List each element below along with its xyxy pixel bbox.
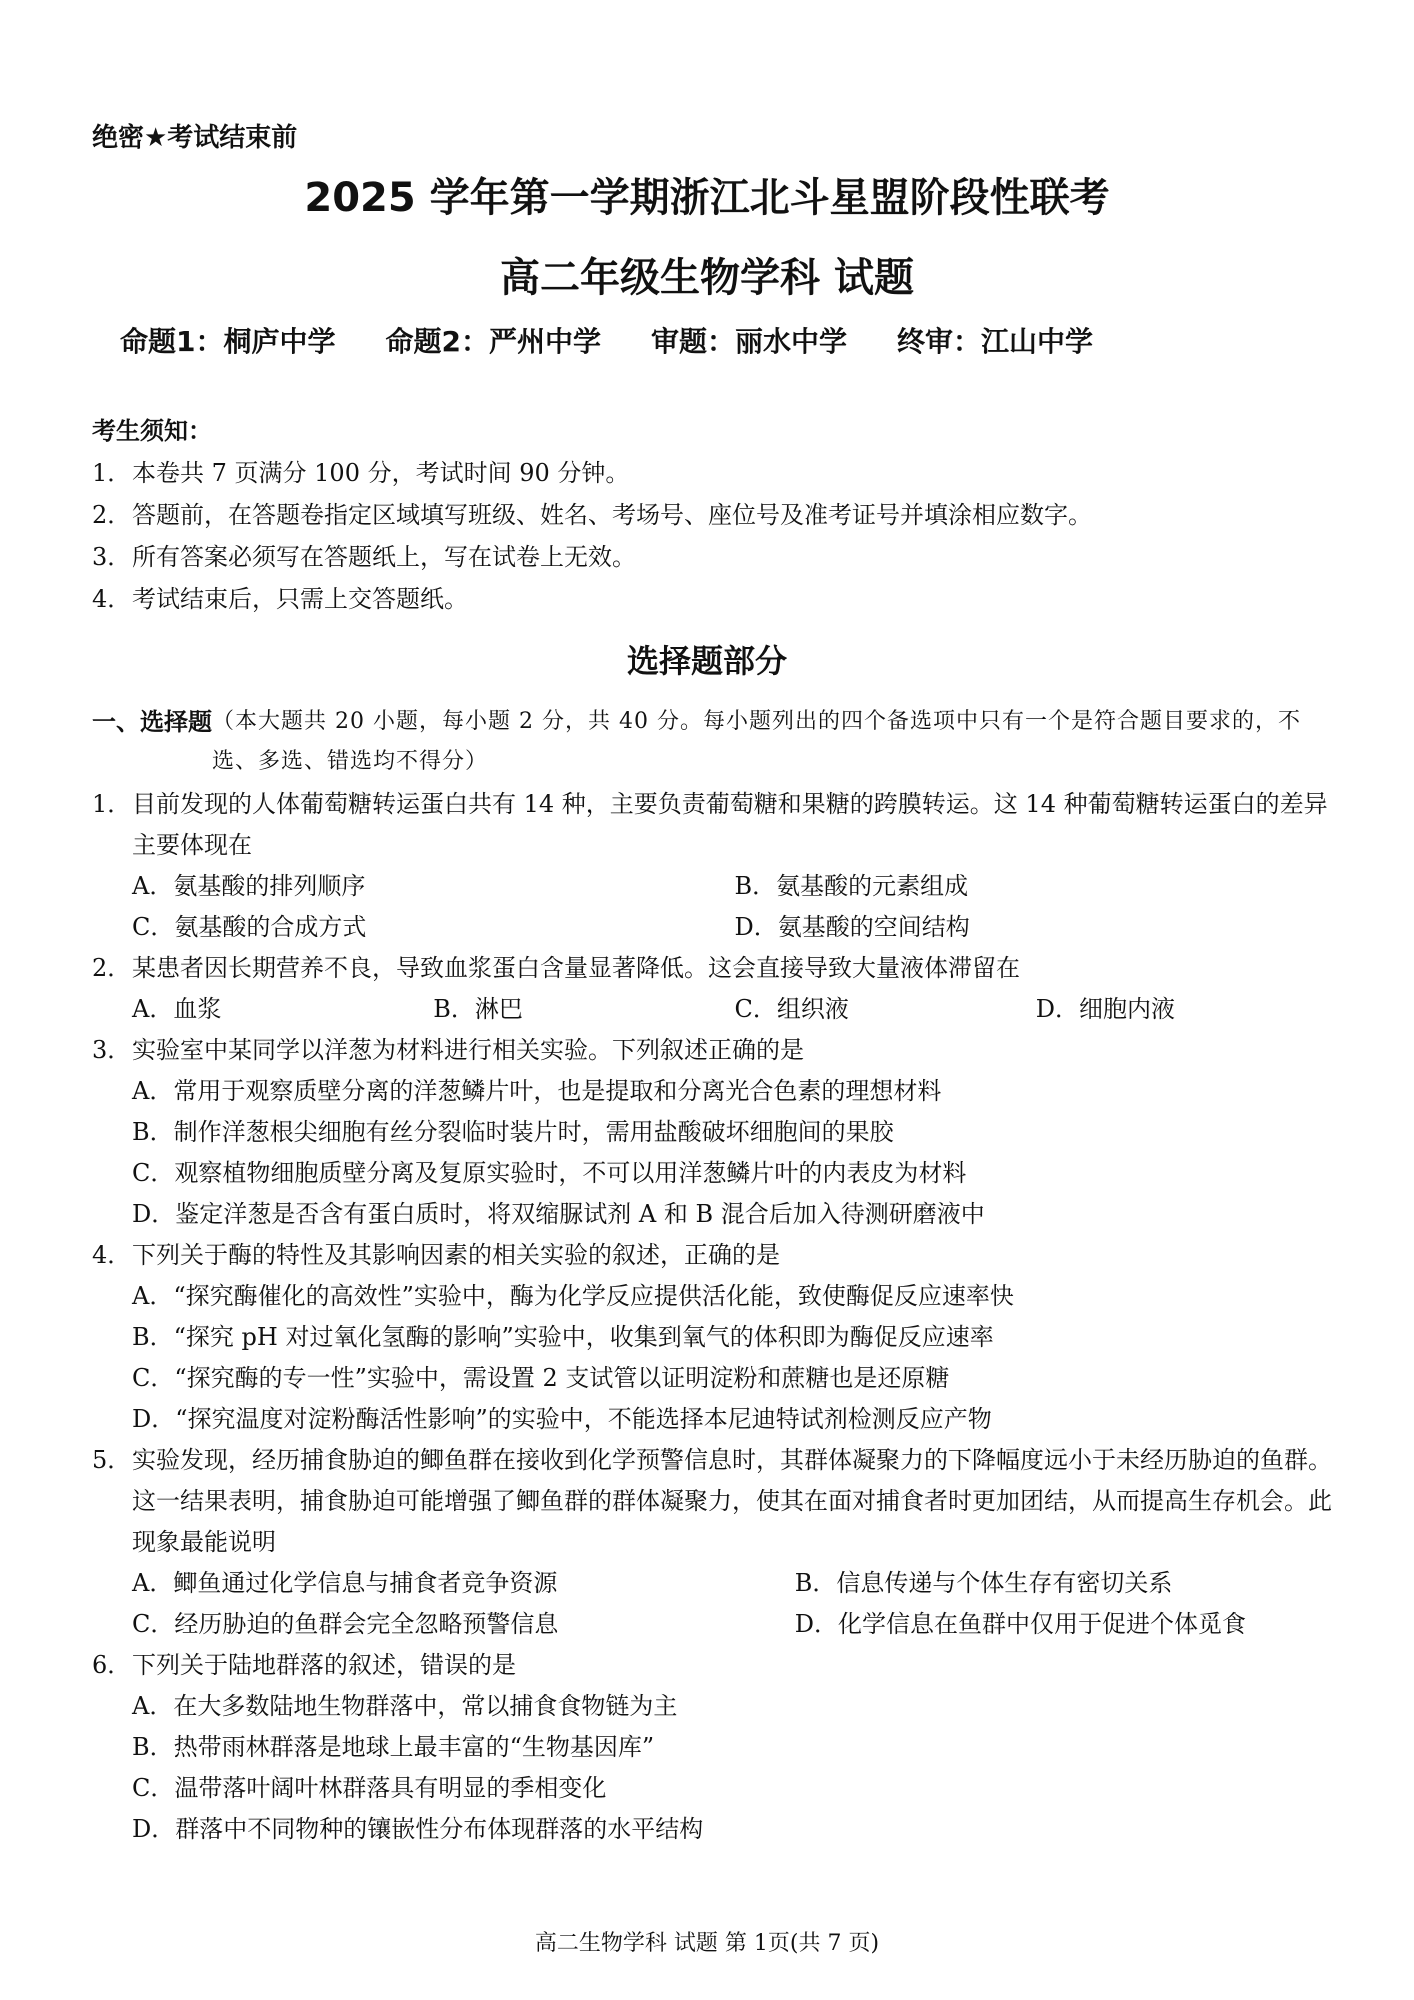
question-2	[92, 948, 1337, 989]
question-stem: 实验室中某同学以洋葱为材料进行相关实验。下列叙述正确的是	[132, 1036, 804, 1064]
question-number: 5．	[92, 1446, 132, 1474]
exam-subtitle: 高二年级生物学科 试题	[500, 255, 914, 301]
option-row	[132, 1112, 1337, 1153]
notice-number: 1．	[92, 459, 132, 487]
question-6	[92, 1645, 1337, 1686]
question-1-options	[92, 866, 1337, 948]
question-list	[92, 784, 1337, 1850]
option-row	[132, 1727, 1337, 1768]
option-c: C．经历胁迫的鱼群会完全忽略预警信息	[132, 1610, 559, 1638]
question-number: 3．	[92, 1036, 132, 1064]
option-a: A．氨基酸的排列顺序	[132, 872, 366, 900]
option-row	[132, 1399, 1337, 1440]
question-number: 4．	[92, 1241, 132, 1269]
question-stem: 某患者因长期营养不良，导致血浆蛋白含量显著降低。这会直接导致大量液体滞留在	[132, 954, 1020, 982]
notice-item	[92, 452, 1342, 494]
notice-item	[92, 536, 1342, 578]
question-2-options	[92, 989, 1337, 1030]
option-d: D．细胞内液	[1035, 995, 1175, 1023]
option-c: C．观察植物细胞质壁分离及复原实验时，不可以用洋葱鳞片叶的内表皮为材料	[132, 1159, 967, 1187]
question-stem: 下列关于酶的特性及其影响因素的相关实验的叙述，正确的是	[132, 1241, 780, 1269]
option-d: D．氨基酸的空间结构	[734, 913, 970, 941]
option-b: B．信息传递与个体生存有密切关系	[794, 1569, 1173, 1597]
option-a: A．“探究酶催化的高效性”实验中，酶为化学反应提供活化能，致使酶促反应速率快	[132, 1282, 1014, 1310]
confidential-label: 绝密★考试结束前	[92, 123, 298, 153]
question-number: 2．	[92, 954, 132, 982]
question-3	[92, 1030, 1337, 1071]
option-a: A．常用于观察质壁分离的洋葱鳞片叶，也是提取和分离光合色素的理想材料	[132, 1077, 942, 1105]
part-description: （本大题共 20 小题，每小题 2 分，共 40 分。每小题列出的四个备选项中只有一个是符合题目要求的，不选、多选、错选均不得分）	[212, 709, 1301, 774]
option-row	[132, 1686, 1337, 1727]
option-c: C．“探究酶的专一性”实验中，需设置 2 支试管以证明淀粉和蔗糖也是还原糖	[132, 1364, 950, 1392]
option-row	[132, 1276, 1337, 1317]
exam-title: 2025 学年第一学期浙江北斗星盟阶段性联考	[304, 175, 1110, 221]
authors-line	[120, 322, 1093, 362]
part-heading-row	[92, 702, 1337, 782]
option-row	[132, 989, 1337, 1030]
notice-item	[92, 578, 1342, 620]
option-a: A．血浆	[132, 995, 222, 1023]
option-a: A．在大多数陆地生物群落中，常以捕食食物链为主	[132, 1692, 678, 1720]
option-b: B．热带雨林群落是地球上最丰富的“生物基因库”	[132, 1733, 655, 1761]
question-4	[92, 1235, 1337, 1276]
question-5	[92, 1440, 1337, 1563]
question-6-options	[92, 1686, 1337, 1850]
option-b: B．氨基酸的元素组成	[734, 872, 969, 900]
author-1: 命题1：桐庐中学	[120, 325, 336, 358]
section-title: 选择题部分	[626, 642, 787, 680]
notice-number: 4．	[92, 585, 132, 613]
option-a: A．鲫鱼通过化学信息与捕食者竞争资源	[132, 1569, 558, 1597]
option-row	[132, 1809, 1337, 1850]
option-c: C．组织液	[734, 995, 849, 1023]
option-row	[132, 1563, 1337, 1604]
option-row	[132, 1358, 1337, 1399]
notice-heading: 考生须知：	[92, 417, 212, 445]
part-heading	[92, 702, 1337, 782]
option-row	[132, 866, 1337, 907]
reviewer: 审题：丽水中学	[650, 325, 847, 358]
option-row	[132, 1194, 1337, 1235]
option-b: B．淋巴	[433, 995, 523, 1023]
option-row	[132, 1768, 1337, 1809]
option-d: D．“探究温度对淀粉酶活性影响”的实验中，不能选择本尼迪特试剂检测反应产物	[132, 1405, 992, 1433]
question-1	[92, 784, 1337, 866]
question-stem: 实验发现，经历捕食胁迫的鲫鱼群在接收到化学预警信息时，其群体凝聚力的下降幅度远小于未经历胁迫的鱼群。这一结果表明，捕食胁迫可能增强了鲫鱼群的群体凝聚力，使其在面对捕食者时更加团结，从而提高生存机会。此现象最能说明	[132, 1446, 1332, 1556]
question-number: 6．	[92, 1651, 132, 1679]
question-3-options	[92, 1071, 1337, 1235]
notice-number: 3．	[92, 543, 132, 571]
option-b: B．“探究 pH 对过氧化氢酶的影响”实验中，收集到氧气的体积即为酶促反应速率	[132, 1323, 994, 1351]
notice-number: 2．	[92, 501, 132, 529]
option-row	[132, 1604, 1337, 1645]
option-c: C．温带落叶阔叶林群落具有明显的季相变化	[132, 1774, 607, 1802]
candidate-notice	[92, 410, 1342, 620]
notice-item	[92, 494, 1342, 536]
notice-text: 答题前，在答题卷指定区域填写班级、姓名、考场号、座位号及准考证号并填涂相应数字。	[132, 501, 1092, 529]
option-d: D．化学信息在鱼群中仅用于促进个体觅食	[794, 1610, 1246, 1638]
final-reviewer: 终审：江山中学	[896, 325, 1093, 358]
option-row	[132, 1317, 1337, 1358]
author-2: 命题2：严州中学	[385, 325, 601, 358]
notice-text: 考试结束后，只需上交答题纸。	[132, 585, 468, 613]
option-row	[132, 1153, 1337, 1194]
question-number: 1．	[92, 790, 132, 818]
option-b: B．制作洋葱根尖细胞有丝分裂临时装片时，需用盐酸破坏细胞间的果胶	[132, 1118, 894, 1146]
option-d: D．鉴定洋葱是否含有蛋白质时，将双缩脲试剂 A 和 B 混合后加入待测研磨液中	[132, 1200, 985, 1228]
option-row	[132, 907, 1337, 948]
question-4-options	[92, 1276, 1337, 1440]
notice-text: 所有答案必须写在答题纸上，写在试卷上无效。	[132, 543, 636, 571]
option-c: C．氨基酸的合成方式	[132, 913, 367, 941]
option-d: D．群落中不同物种的镶嵌性分布体现群落的水平结构	[132, 1815, 704, 1843]
part-label: 一、选择题	[92, 708, 212, 736]
page-footer: 高二生物学科 试题 第 1页(共 7 页)	[534, 1931, 880, 1956]
notice-text: 本卷共 7 页满分 100 分，考试时间 90 分钟。	[132, 459, 630, 487]
question-stem: 目前发现的人体葡萄糖转运蛋白共有 14 种，主要负责葡萄糖和果糖的跨膜转运。这 14 种葡萄糖转运蛋白的差异主要体现在	[132, 790, 1328, 859]
question-stem: 下列关于陆地群落的叙述，错误的是	[132, 1651, 516, 1679]
option-row	[132, 1071, 1337, 1112]
question-5-options	[92, 1563, 1337, 1645]
